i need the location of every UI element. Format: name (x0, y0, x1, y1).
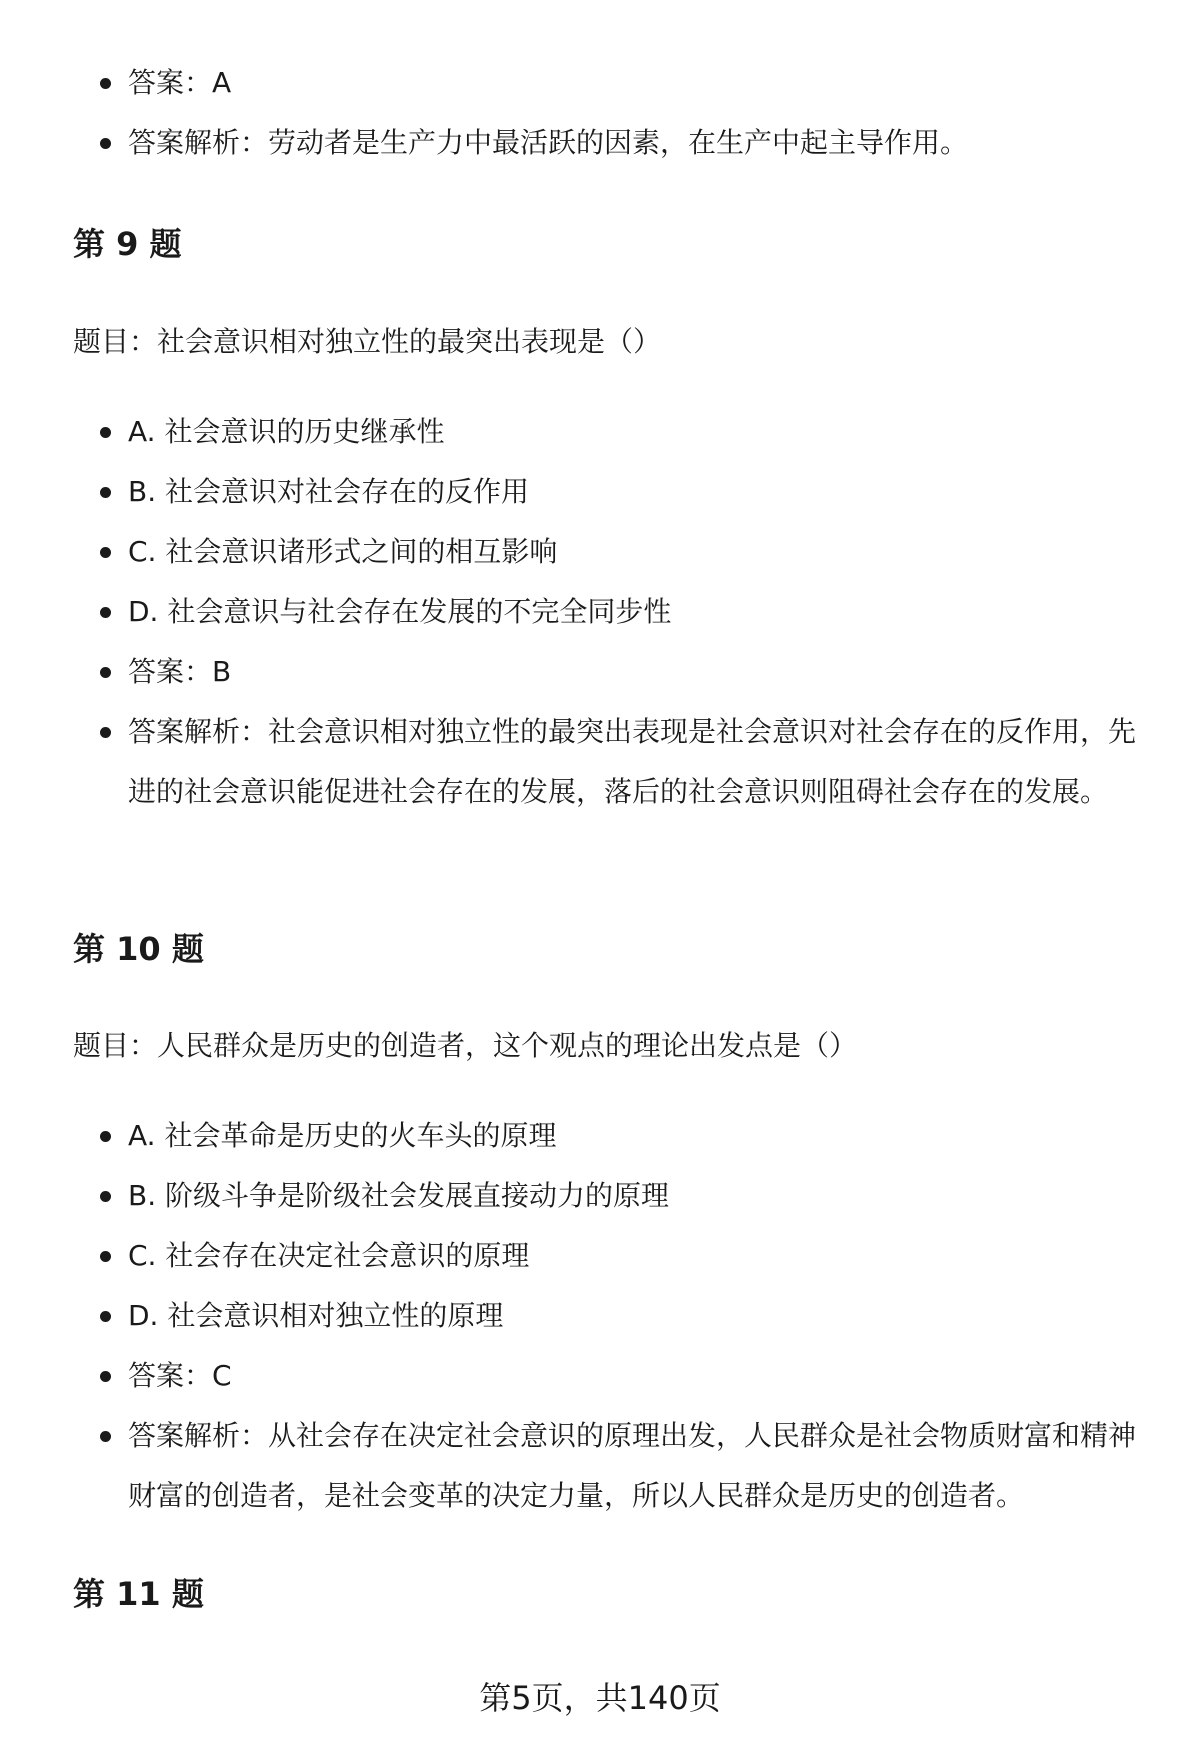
q11-heading: 第 11 题 (73, 1575, 204, 1613)
q9-stem: 题目：社会意识相对独立性的最突出表现是（） (73, 325, 662, 358)
q10-stem: 题目：人民群众是历史的创造者，这个观点的理论出发点是（） (73, 1029, 858, 1062)
q9-explanation: 答案解析：社会意识相对独立性的最突出表现是社会意识对社会存在的反作用，先进的社会意识能促进社会存在的发展，落后的社会意识则阻碍社会存在的发展。 (73, 702, 1143, 822)
q10-answer: 答案：C (73, 1346, 1143, 1406)
q9-option-d: D. 社会意识与社会存在发展的不完全同步性 (73, 582, 1143, 642)
q10-option-c: C. 社会存在决定社会意识的原理 (73, 1226, 1143, 1286)
q10-heading: 第 10 题 (73, 930, 204, 968)
q10-option-b: B. 阶级斗争是阶级社会发展直接动力的原理 (73, 1166, 1143, 1226)
prev-explanation: 答案解析：劳动者是生产力中最活跃的因素，在生产中起主导作用。 (73, 113, 1143, 173)
q10-explanation: 答案解析：从社会存在决定社会意识的原理出发，人民群众是社会物质财富和精神财富的创造者，是社会变革的决定力量，所以人民群众是历史的创造者。 (73, 1406, 1143, 1526)
page-footer: 第5页，共140页 (479, 1679, 721, 1717)
q10-items (73, 1106, 1143, 1526)
q9-answer: 答案：B (73, 642, 1143, 702)
q10-option-d: D. 社会意识相对独立性的原理 (73, 1286, 1143, 1346)
q9-items (73, 402, 1143, 822)
q10-option-a: A. 社会革命是历史的火车头的原理 (73, 1106, 1143, 1166)
prev-answer: 答案：A (73, 53, 1143, 113)
q9-option-b: B. 社会意识对社会存在的反作用 (73, 462, 1143, 522)
q9-option-a: A. 社会意识的历史继承性 (73, 402, 1143, 462)
q9-option-c: C. 社会意识诸形式之间的相互影响 (73, 522, 1143, 582)
q9-heading: 第 9 题 (73, 225, 182, 263)
prev-question-items (73, 53, 1143, 173)
